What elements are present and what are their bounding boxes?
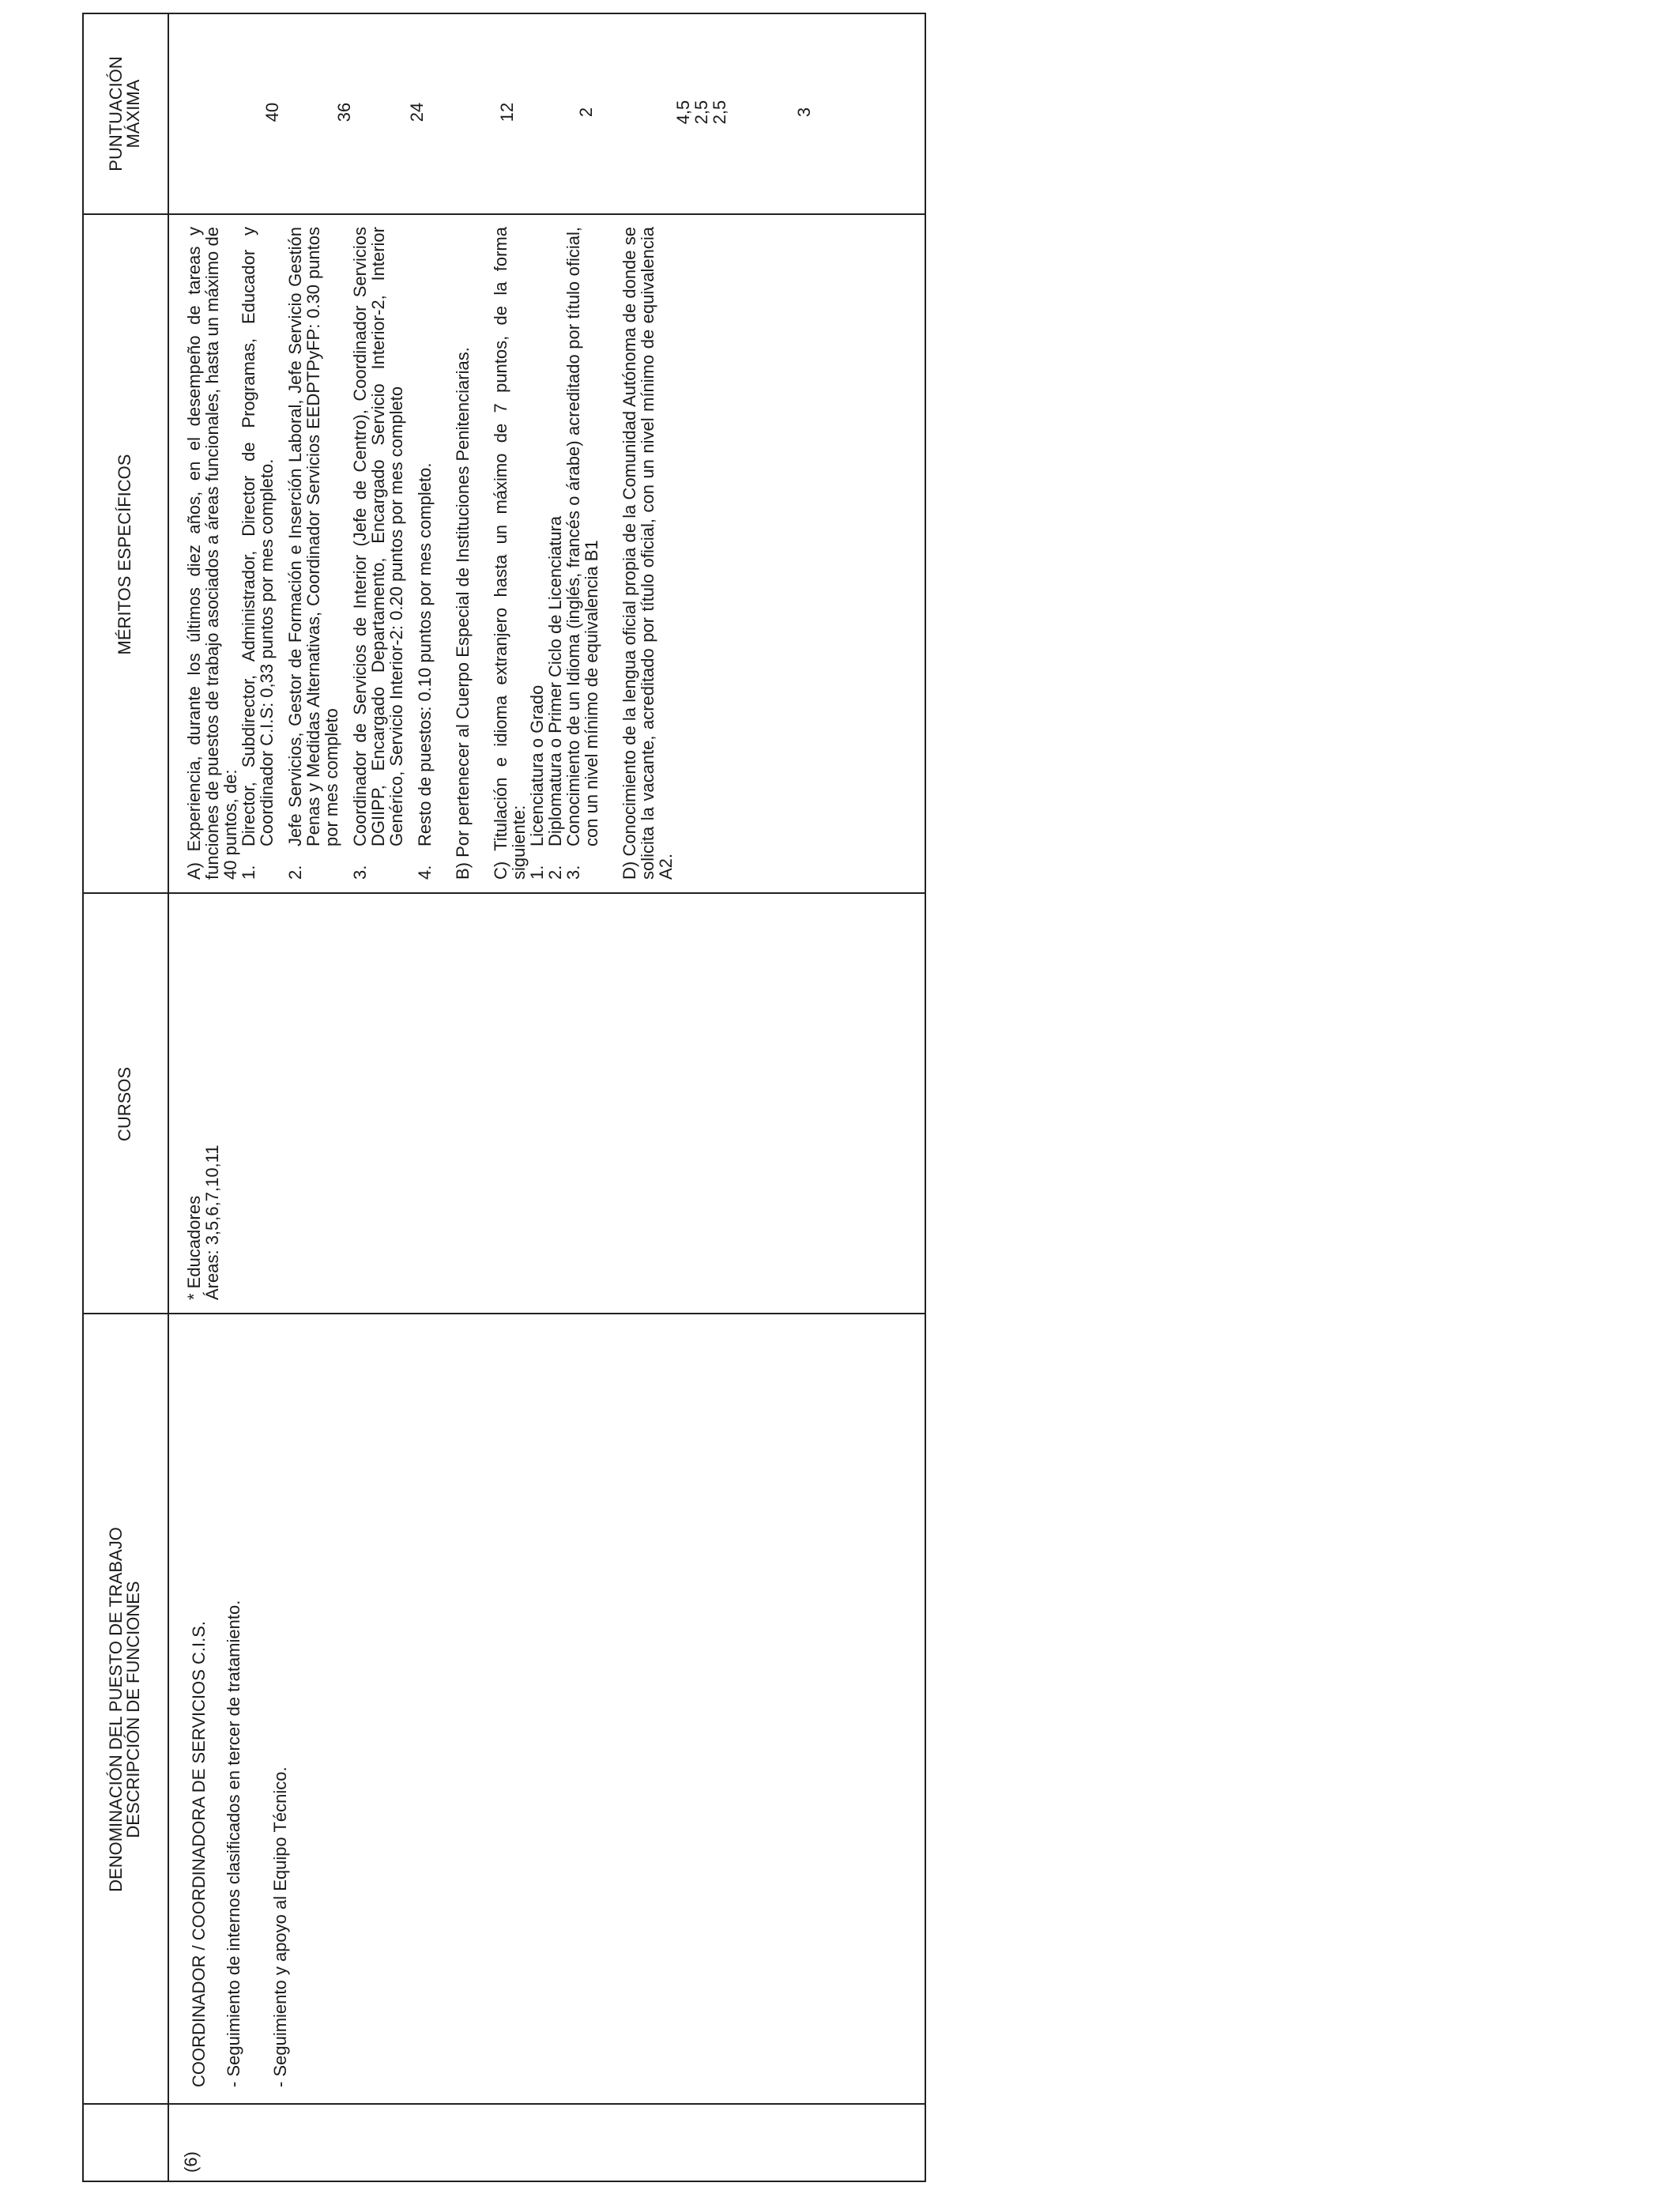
merito-d: D) Conocimiento de la lengua oficial propia de la Comunidad Autónoma de donde se solicita la vacante, acreditado por título oficial, con un nivel mínimo de equivalencia A2. — [620, 227, 676, 880]
merito-c-item — [546, 227, 564, 880]
document-sheet — [82, 13, 1680, 2173]
item-text: Conocimiento de un Idioma (inglés, francés o árabe) acreditado por título oficial, con un nivel mínimo de equivalencia B1 — [563, 227, 601, 846]
score-a4: 12 — [497, 102, 517, 123]
score-a3: 24 — [407, 102, 427, 123]
score-c1: 4,5 — [673, 100, 693, 125]
merito-a-item — [351, 227, 405, 880]
item-number: 2. — [545, 865, 565, 880]
score-b: 2 — [576, 107, 596, 118]
merito-c-item — [528, 227, 546, 880]
cursos-line: Áreas: 3,5,6,7,10,11 — [202, 1144, 222, 1300]
item-text: Jefe Servicios, Gestor de Formación e Inserción Laboral, Jefe Servicio Gestión Penas y Medidas Alternativas, Coordinador Servicios EEDPTPyFP: 0.30 puntos por mes completo — [285, 227, 341, 846]
score-a2: 36 — [334, 102, 354, 123]
item-number: 3. — [563, 865, 583, 880]
merito-a-item — [416, 227, 434, 880]
item-number: 2. — [285, 865, 305, 880]
meritos-cell — [185, 227, 675, 880]
merito-a-item — [239, 227, 276, 880]
item-text: Diplomatura o Primer Ciclo de Licenciatura — [545, 515, 565, 846]
score-c2: 2,5 — [691, 100, 711, 125]
column-divider — [82, 1313, 926, 1314]
merito-c-intro: C) Titulación e idioma extranjero hasta un máximo de 7 puntos, de la forma siguiente: — [491, 227, 529, 880]
merito-a-intro: A) Experiencia, durante los últimos diez años, en el desempeño de tareas y funciones de puestos de trabajo asociados a áreas funcionales, hasta un máximo de 40 puntos, de: — [184, 227, 240, 880]
merito-c-item — [564, 227, 601, 880]
item-text: Resto de puestos: 0.10 puntos por mes completo. — [415, 462, 435, 846]
score-d: 3 — [794, 107, 814, 118]
header-divider — [168, 13, 169, 2182]
score-a1: 40 — [262, 102, 282, 123]
funcion-item: - Seguimiento de internos clasificados en tercer de tratamiento. — [224, 1600, 243, 2087]
score-c3: 2,5 — [710, 100, 729, 125]
header-denominacion: DENOMINACIÓN DEL PUESTO DE TRABAJO DESCRIPCIÓN DE FUNCIONES — [106, 1527, 143, 1892]
item-text: Director, Subdirector, Administrador, Director de Programas, Educador y Coordinador C.I.S: 0,33 puntos por mes completo. — [239, 227, 277, 846]
header-cursos: CURSOS — [115, 1066, 134, 1142]
column-divider — [82, 892, 926, 894]
item-number: 1. — [527, 865, 547, 880]
column-divider — [82, 2103, 926, 2105]
row-number: (6) — [181, 2151, 201, 2173]
merito-a-item — [286, 227, 341, 880]
puesto-cell — [190, 1329, 289, 2087]
merits-table — [82, 13, 926, 2182]
funcion-item: - Seguimiento y apoyo al Equipo Técnico. — [270, 1766, 290, 2087]
merito-b: B) Por pertenecer al Cuerpo Especial de Instituciones Penitenciarias. — [453, 347, 473, 880]
header-meritos: MÉRITOS ESPECÍFICOS — [115, 454, 134, 655]
header-puntuacion: PUNTUACIÓN MÁXIMA — [106, 56, 143, 172]
item-text: Coordinador de Servicios de Interior (Jefe de Centro), Coordinador Servicios DGIIPP, Encargado Departamento, Encargado Servicio Interior-2, Interior Genérico, Servicio Interior-2: 0.20 puntos por mes completo — [350, 227, 406, 846]
puesto-title: COORDINADOR / COORDINADORA DE SERVICIOS C.I.S. — [189, 1620, 209, 2087]
cursos-cell — [185, 905, 221, 1300]
item-text: Licenciatura o Grado — [527, 684, 547, 846]
item-number: 1. — [239, 865, 258, 880]
item-number: 3. — [350, 865, 370, 880]
cursos-line: * Educadores — [184, 1195, 204, 1300]
item-number: 4. — [415, 865, 435, 880]
